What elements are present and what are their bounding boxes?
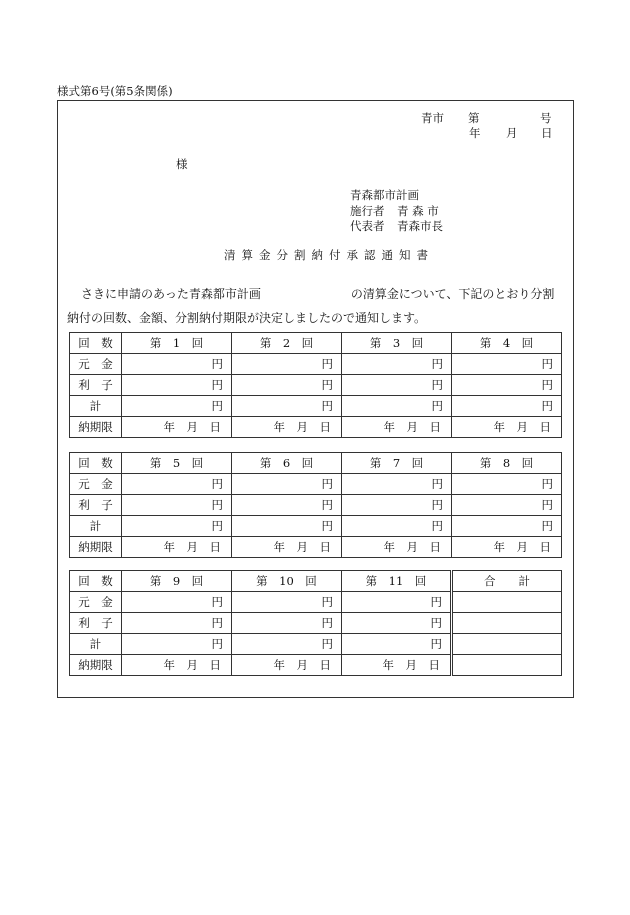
amount-cell: 円 [342,495,452,516]
amount-cell: 円 [452,516,562,537]
sum-cell [452,634,562,655]
deadline-cell: 年 月 日 [342,655,452,676]
amount-cell: 円 [232,613,342,634]
amount-cell: 円 [452,396,562,417]
amount-cell: 円 [232,354,342,375]
installment-header: 第 11 回 [342,571,452,592]
row-label-count: 回 数 [70,453,122,474]
amount-cell: 円 [122,613,232,634]
table-row [70,592,562,613]
amount-cell: 円 [232,634,342,655]
amount-cell: 円 [122,354,232,375]
amount-cell: 円 [342,396,452,417]
amount-cell: 円 [342,613,452,634]
project-name: 青森都市計画 [350,188,419,202]
amount-cell: 円 [342,354,452,375]
amount-cell: 円 [122,592,232,613]
table-row [70,417,562,438]
row-label-deadline: 納期限 [70,655,122,676]
row-label-principal: 元 金 [70,592,122,613]
amount-cell: 円 [122,495,232,516]
amount-cell: 円 [342,516,452,537]
installment-header: 第 6 回 [232,453,342,474]
installment-header: 第 1 回 [122,333,232,354]
table-row [70,634,562,655]
deadline-cell: 年 月 日 [452,537,562,558]
row-label-total: 計 [70,516,122,537]
date-month: 月 [506,126,518,140]
deadline-cell: 年 月 日 [122,655,232,676]
installment-header: 第 3 回 [342,333,452,354]
deadline-cell: 年 月 日 [452,417,562,438]
table-row [70,516,562,537]
issuer-code: 青市 [421,111,444,125]
executor-label: 施行者 [350,204,385,218]
schedule-table-2 [69,452,562,558]
table-row [70,495,562,516]
row-label-deadline: 納期限 [70,417,122,438]
installment-header: 第 8 回 [452,453,562,474]
body-line1-b: の清算金について、下記のとおり分割 [350,287,555,301]
table-row [70,453,562,474]
amount-cell: 円 [452,375,562,396]
sum-cell [452,655,562,676]
table-row [70,333,562,354]
deadline-cell: 年 月 日 [232,655,342,676]
amount-cell: 円 [122,474,232,495]
schedule-table-1 [69,332,562,438]
row-label-count: 回 数 [70,571,122,592]
row-label-count: 回 数 [70,333,122,354]
row-label-deadline: 納期限 [70,537,122,558]
installment-header: 第 10 回 [232,571,342,592]
amount-cell: 円 [122,634,232,655]
amount-cell: 円 [342,634,452,655]
amount-cell: 円 [232,375,342,396]
deadline-cell: 年 月 日 [342,537,452,558]
document-title: 清算金分割納付承認通知書 [224,248,434,262]
installment-header: 第 7 回 [342,453,452,474]
amount-cell: 円 [122,375,232,396]
table-row [70,396,562,417]
form-number: 様式第6号(第5条関係) [57,84,173,98]
deadline-cell: 年 月 日 [122,537,232,558]
amount-cell: 円 [342,592,452,613]
amount-cell: 円 [452,495,562,516]
sum-cell [452,613,562,634]
table-row [70,537,562,558]
sum-header: 合 計 [452,571,562,592]
installment-header: 第 5 回 [122,453,232,474]
row-label-principal: 元 金 [70,474,122,495]
date-day: 日 [541,126,553,140]
row-label-total: 計 [70,396,122,417]
row-label-total: 計 [70,634,122,655]
amount-cell: 円 [232,495,342,516]
schedule-table-3 [69,570,562,676]
row-label-interest: 利 子 [70,495,122,516]
number-prefix: 第 [468,111,480,125]
row-label-interest: 利 子 [70,613,122,634]
amount-cell: 円 [232,516,342,537]
body-line1-a: さきに申請のあった青森都市計画 [81,287,261,301]
row-label-interest: 利 子 [70,375,122,396]
executor-name: 青 森 市 [397,204,439,218]
amount-cell: 円 [452,354,562,375]
deadline-cell: 年 月 日 [342,417,452,438]
table-row [70,613,562,634]
date-year: 年 [469,126,481,140]
amount-cell: 円 [342,474,452,495]
row-label-principal: 元 金 [70,354,122,375]
deadline-cell: 年 月 日 [232,537,342,558]
number-suffix: 号 [540,111,552,125]
representative-name: 青森市長 [397,219,443,233]
table-row [70,474,562,495]
installment-header: 第 4 回 [452,333,562,354]
table-row [70,375,562,396]
installment-header: 第 9 回 [122,571,232,592]
addressee-suffix: 様 [176,157,188,171]
amount-cell: 円 [452,474,562,495]
table-row [70,354,562,375]
body-line2: 納付の回数、金額、分割納付期限が決定しましたので通知します。 [67,311,427,325]
deadline-cell: 年 月 日 [232,417,342,438]
table-row [70,655,562,676]
deadline-cell: 年 月 日 [122,417,232,438]
amount-cell: 円 [122,516,232,537]
representative-label: 代表者 [350,219,385,233]
sum-cell [452,592,562,613]
amount-cell: 円 [232,592,342,613]
table-row [70,571,562,592]
amount-cell: 円 [122,396,232,417]
amount-cell: 円 [342,375,452,396]
installment-header: 第 2 回 [232,333,342,354]
amount-cell: 円 [232,474,342,495]
amount-cell: 円 [232,396,342,417]
